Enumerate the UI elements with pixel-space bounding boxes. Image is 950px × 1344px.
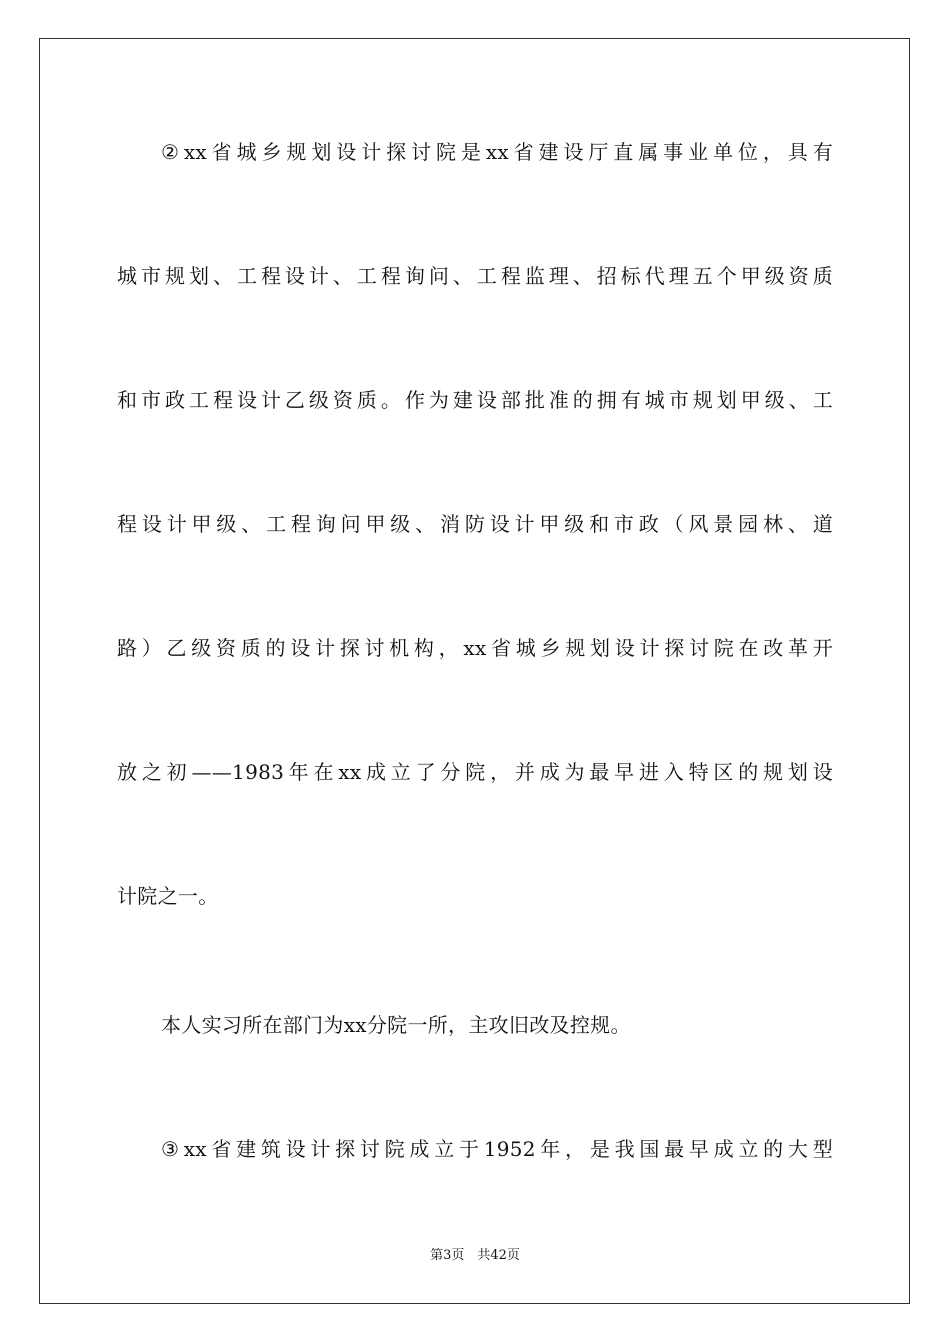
- paragraph-2-line-1: 本人实习所在部门为xx分院一所，主攻旧改及控规。: [161, 1013, 631, 1037]
- paragraph-1-line-3: 和市政工程设计乙级资质。作为建设部批准的拥有城市规划甲级、工: [117, 388, 833, 412]
- paragraph-1-line-4: 程设计甲级、工程询问甲级、消防设计甲级和市政（风景园林、道: [117, 512, 833, 536]
- page-border: [39, 38, 910, 1304]
- paragraph-1-line-1: ②xx省城乡规划设计探讨院是xx省建设厅直属事业单位，具有: [161, 140, 833, 164]
- paragraph-3-line-1: ③xx省建筑设计探讨院成立于1952年，是我国最早成立的大型: [161, 1137, 833, 1161]
- paragraph-1-line-6: 放之初——1983年在xx成立了分院，并成为最早进入特区的规划设: [117, 760, 833, 784]
- paragraph-1-line-2: 城市规划、工程设计、工程询问、工程监理、招标代理五个甲级资质: [117, 264, 833, 288]
- paragraph-1-line-7: 计院之一。: [117, 884, 219, 908]
- page-number-footer: 第3页 共42页: [430, 1248, 520, 1263]
- paragraph-1-line-5: 路）乙级资质的设计探讨机构，xx省城乡规划设计探讨院在改革开: [117, 636, 833, 660]
